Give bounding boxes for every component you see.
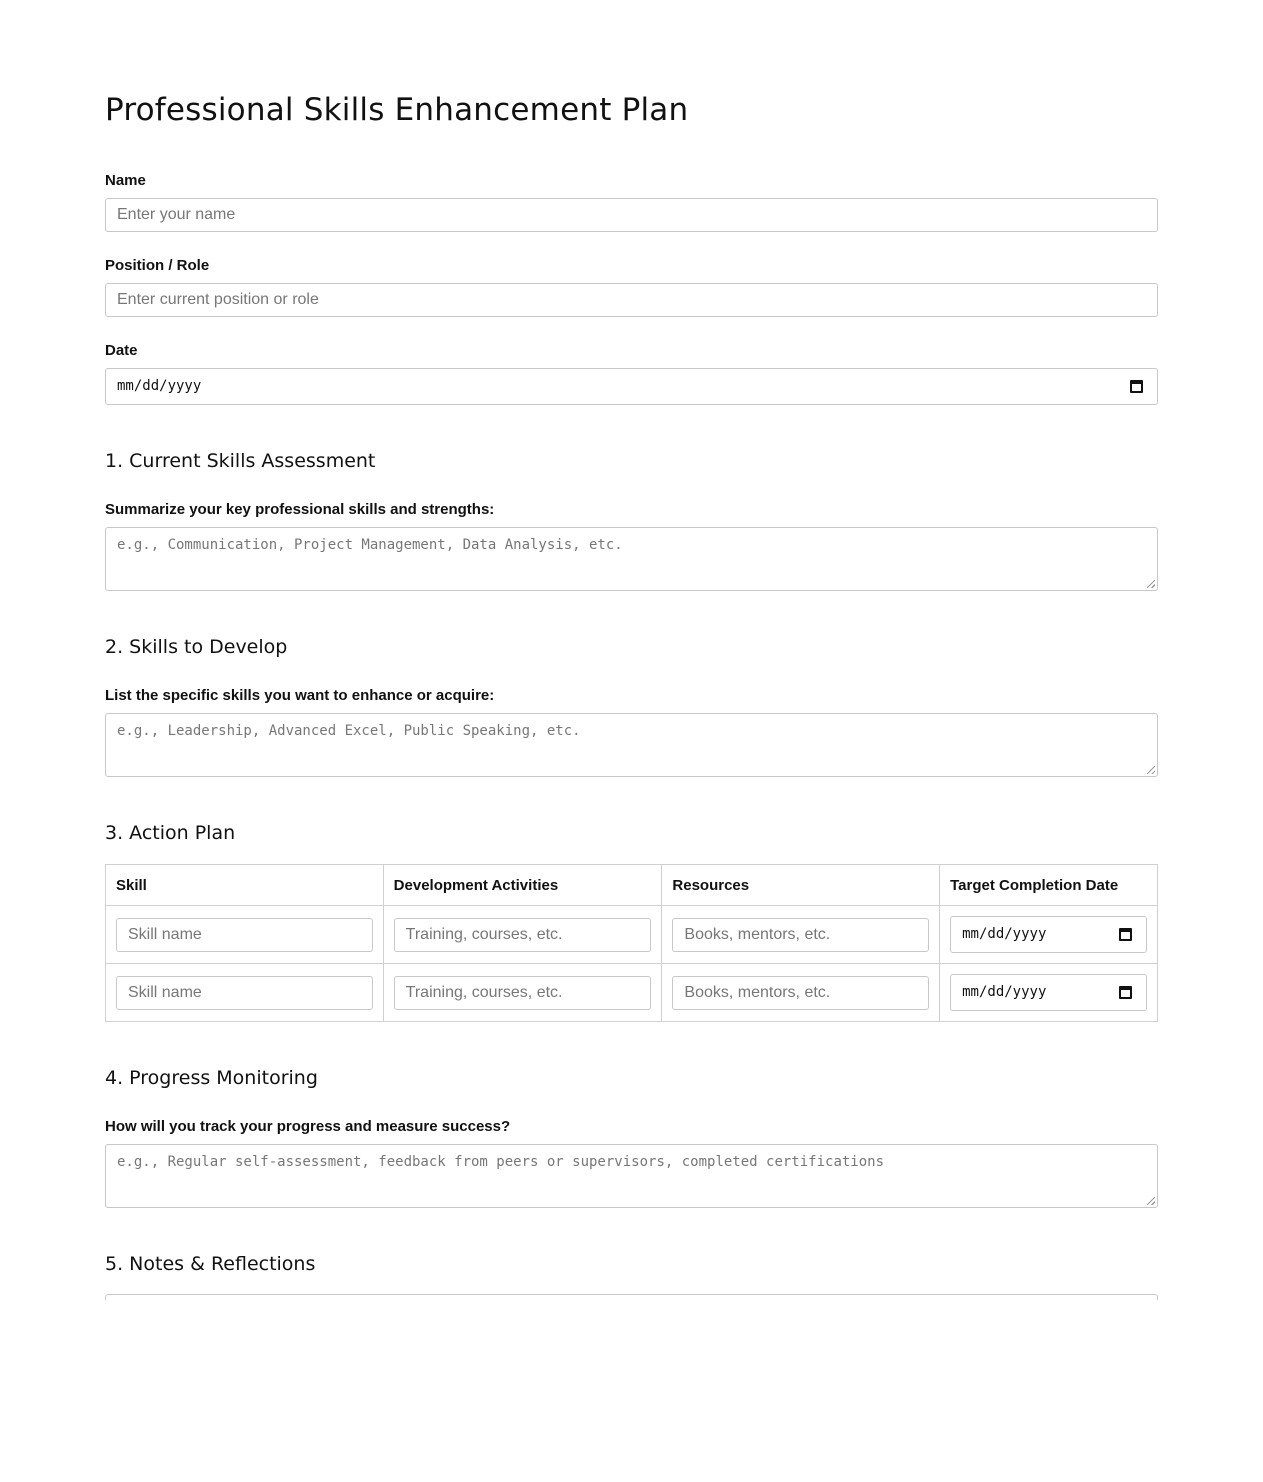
progress-prompt: How will you track your progress and measure success? (105, 1118, 511, 1135)
textarea-placeholder: e.g., Regular self-assessment, feedback from peers or supervisors, completed certifications (117, 1154, 885, 1170)
calendar-icon[interactable] (1119, 928, 1132, 941)
current-skills-textarea[interactable] (105, 527, 1158, 591)
header-resources: Resources (662, 865, 940, 906)
table-row (106, 964, 1158, 1022)
calendar-icon[interactable] (1119, 986, 1132, 999)
develop-prompt: List the specific skills you want to enhance or acquire: (105, 687, 495, 704)
resources-input[interactable]: Books, mentors, etc. (672, 918, 929, 952)
section-title: 5. Notes & Reflections (105, 1253, 316, 1275)
header-activities: Development Activities (383, 865, 662, 906)
date-placeholder: mm/dd/yyyy (962, 984, 1047, 1000)
notes-textarea[interactable] (105, 1294, 1158, 1300)
section-title: 4. Progress Monitoring (105, 1067, 318, 1089)
header-target-date: Target Completion Date (940, 865, 1158, 906)
position-input[interactable]: Enter current position or role (105, 283, 1158, 317)
date-placeholder: mm/dd/yyyy (117, 378, 202, 394)
resize-handle-icon[interactable] (1147, 580, 1155, 588)
header-skill: Skill (106, 865, 384, 906)
section-title: 1. Current Skills Assessment (105, 450, 376, 472)
textarea-placeholder: e.g., Communication, Project Management, Data Analysis, etc. (117, 537, 623, 553)
calendar-icon[interactable] (1130, 380, 1143, 393)
position-label: Position / Role (105, 257, 210, 274)
target-date-input[interactable] (950, 916, 1147, 953)
name-label: Name (105, 172, 146, 189)
resources-input[interactable]: Books, mentors, etc. (672, 976, 929, 1010)
section-title: 3. Action Plan (105, 822, 236, 844)
activities-input[interactable]: Training, courses, etc. (394, 918, 652, 952)
skill-input[interactable]: Skill name (116, 918, 373, 952)
date-input[interactable] (105, 368, 1158, 405)
textarea-placeholder: e.g., Leadership, Advanced Excel, Public Speaking, etc. (117, 723, 581, 739)
progress-textarea[interactable] (105, 1144, 1158, 1208)
table-row (106, 906, 1158, 964)
skills-develop-textarea[interactable] (105, 713, 1158, 777)
form-page (105, 0, 1158, 1300)
name-input[interactable]: Enter your name (105, 198, 1158, 232)
skill-input[interactable]: Skill name (116, 976, 373, 1010)
date-placeholder: mm/dd/yyyy (962, 926, 1047, 942)
date-label: Date (105, 342, 138, 359)
resize-handle-icon[interactable] (1147, 1197, 1155, 1205)
page-title: Professional Skills Enhancement Plan (105, 92, 689, 128)
target-date-input[interactable] (950, 974, 1147, 1011)
action-plan-table (105, 864, 1158, 1022)
skills-prompt: Summarize your key professional skills and strengths: (105, 501, 495, 518)
activities-input[interactable]: Training, courses, etc. (394, 976, 652, 1010)
section-title: 2. Skills to Develop (105, 636, 288, 658)
resize-handle-icon[interactable] (1147, 766, 1155, 774)
